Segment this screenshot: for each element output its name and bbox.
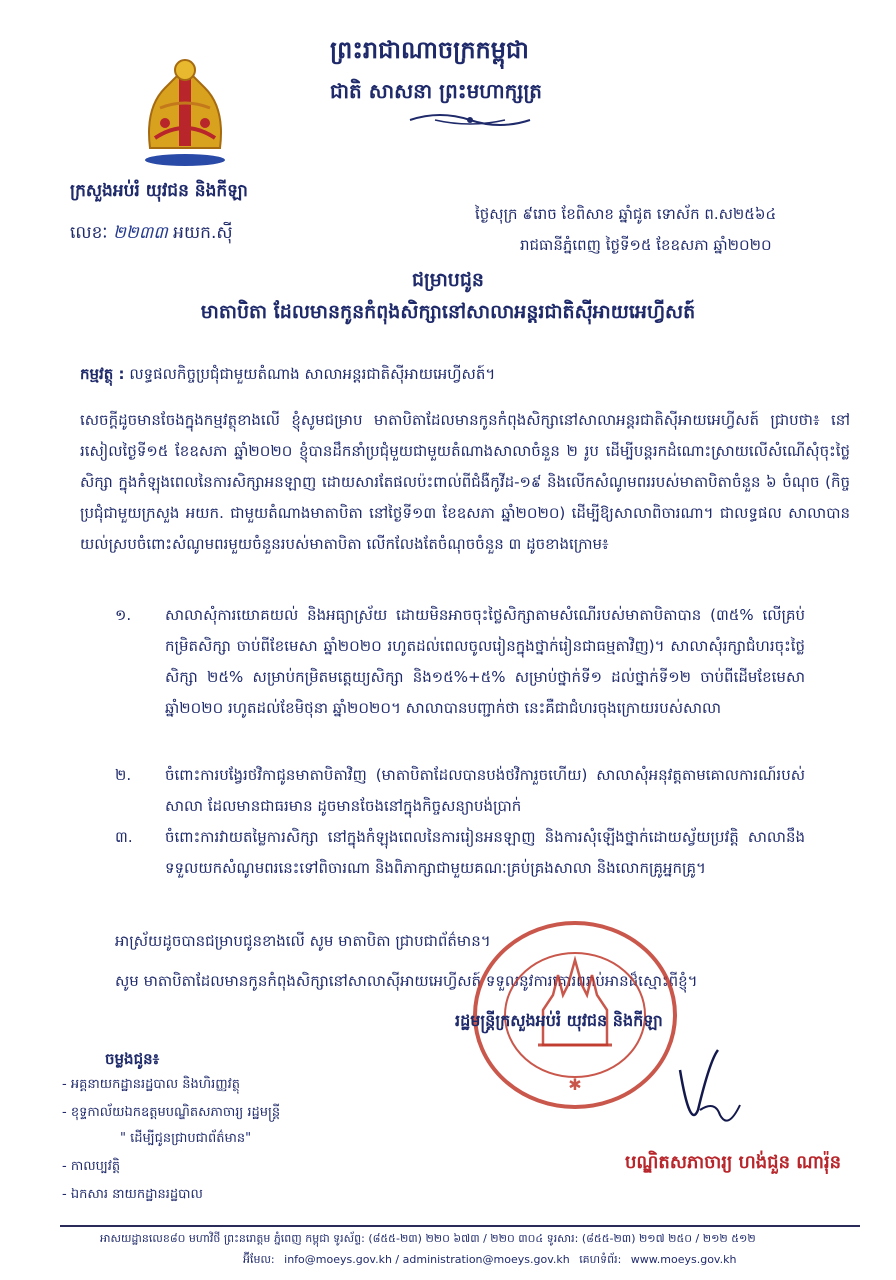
reference-label: លេខៈ [70,223,108,243]
list-item-number: ២. [115,766,132,784]
cc-item: - ឯកសារ នាយកដ្ឋានរដ្ឋបាល [62,1187,203,1202]
list-item [115,760,855,822]
reference-number [70,222,233,247]
list-item-text: សាលាសុំការយោគយល់ និងអធ្យាស្រ័យ ដោយមិនអាចចុះថ្លៃសិក្សាតាមសំណើរបស់មាតាបិតាបាន (៣៥% លើគ្រប់កម្រិតសិក្សា ចាប់ពីខែមេសា ឆ្នាំ២០២០ រហូតដល់ពេលចូលរៀនក្នុងថ្នាក់រៀនជាធម្មតាវិញ)។ សាលាសុំរក្សាជំហរចុះថ្លៃសិក្សា ២៥% សម្រាប់កម្រិតមត្តេយ្យសិក្សា និង១៥%+៥% សម្រាប់ថ្នាក់ទី១ ដល់ថ្នាក់ទី១២ ចាប់ពីដើមខែមេសា ឆ្នាំ២០២០ រហូតដល់ខែមិថុនា ឆ្នាំ២០២០។ សាលាបានបញ្ជាក់ថា នេះគឺជាជំហរចុងក្រោយរបស់សាលា [165,606,805,717]
list-item-text: ចំពោះការវាយតម្លៃការសិក្សា នៅក្នុងកំឡុងពេលនៃការរៀនអនឡាញ និងការសុំឡើងថ្នាក់ដោយស្វ័យប្រវត្តិ សាលានឹងទទួលយកសំណូមពរនេះទៅពិចារណា និងពិភាក្សាជាមួយគណៈគ្រប់គ្រងសាលា និងលោកគ្រូអ្នកគ្រូ។ [165,828,805,877]
body-paragraph: សេចក្តីដូចមានចែងក្នុងកម្មវត្ថុខាងលើ ខ្ញុំសូមជម្រាប មាតាបិតាដែលមានកូនកំពុងសិក្សានៅសាលាអន្តរជាតិស៊ីអាយអេហ្វីសត៍ ជ្រាបថា៖ នៅរសៀលថ្ងៃទី១៥ ខែឧសភា ឆ្នាំ២០២០ ខ្ញុំបានដឹកនាំប្រជុំមួយជាមួយតំណាងសាលាចំនួន ២ រូប ដើម្បីបន្តរកដំណោះស្រាយលើសំណើសុំចុះថ្លៃសិក្សា ក្នុងកំឡុងពេលនៃការសិក្សាអនឡាញ ដោយសារតែផលប៉ះពាល់ពីជំងឺកូវីដ-១៩ និងលើកសំណូមពររបស់មាតាបិតាចំនួន ៦ ចំណុច (កិច្ចប្រជុំជាមួយក្រសួង អយក. ជាមួយតំណាងមាតាបិតា នៅថ្ងៃទី១៣ ខែឧសភា ឆ្នាំ២០២០) ដើម្បីឱ្យសាលាពិចារណា។ ជាលទ្ធផល សាលាបានយល់ស្របចំពោះសំណូមពរមួយចំនួនរបស់មាតាបិតា លើកលែងតែចំណុចចំនួន ៣ ដូចខាងក្រោម៖ [80,411,850,553]
email-label: អ៊ីមែល: [243,1253,275,1266]
email-link[interactable]: info@moeys.gov.kh / administration@moeys.gov.kh [284,1253,570,1266]
national-motto: ជាតិ សាសនា ព្រះមហាក្សត្រ [330,79,542,103]
footer-divider [60,1225,860,1227]
list-item-number: ១. [115,606,132,624]
svg-text:✱: ✱ [568,1075,582,1094]
kingdom-title: ព្រះរាជាណាចក្រកម្ពុជា [330,36,529,64]
handwritten-signature [670,1040,750,1140]
cc-item: - ខុទ្ទកាល័យឯកឧត្តមបណ្ឌិតសភាចារ្យ រដ្ឋមន្ត្រី [62,1105,281,1120]
website-link[interactable]: www.moeys.gov.kh [630,1253,737,1266]
website-label: គេហទំព័រ: [579,1253,622,1266]
royal-emblem-logo [135,48,235,168]
subject-label: កម្មវត្ថុ : [80,365,125,383]
reference-suffix: អយក.ស៊ី [173,223,233,243]
footer-contact [243,1253,742,1269]
notice-heading: ជម្រាបជូន [412,269,484,291]
ministry-name: ក្រសួងអប់រំ យុវជន និងកីឡា [70,181,248,201]
closing-line-1: អាស្រ័យដូចបានជម្រាបជូនខាងលើ សូម មាតាបិតា ជ្រាបជាព័ត៌មាន។ [115,932,491,950]
closing-line-2: សូម មាតាបិតាដែលមានកូនកំពុងសិក្សានៅសាលាស៊ីអាយអេហ្វីសត៍ ទទួលនូវការគោរពរាប់អានដ៏ស្មោះពីខ្ញុំ។ [115,972,698,990]
list-item-number: ៣. [115,828,133,846]
signer-title: រដ្ឋមន្ត្រីក្រសួងអប់រំ យុវជន និងកីឡា [455,1011,663,1030]
signer-name: បណ្ឌិតសភាចារ្យ ហង់ជួន ណារ៉ុន [625,1152,842,1173]
footer-address: អាសយដ្ឋានលេខ៨០ មហាវិថី ព្រះនរោត្តម ភ្នំពេញ កម្ពុជា ទូរស័ព្ទ: (៨៥៥-២៣) ២២០ ៦៧៣ / ២២០ ៣០៤ ទូរសារ: (៨៥៥-២៣) ២១៧ ២៥០ / ២១២ ៥១២ [100,1232,756,1245]
notice-recipient: មាតាបិតា ដែលមានកូនកំពុងសិក្សានៅសាលាអន្តរជាតិស៊ីអាយអេហ្វីសត៍ [200,301,696,323]
cc-heading: ចម្លងជូន៖ [105,1050,160,1068]
subject-line [80,365,495,387]
subject-text: លទ្ធផលកិច្ចប្រជុំជាមួយតំណាង សាលាអន្តរជាតិស៊ីអាយអេហ្វីសត៍។ [129,365,496,383]
reference-handwritten-number: ២២៣៣ [112,223,168,243]
solar-date: រាជធានីភ្នំពេញ ថ្ងៃទី១៥ ខែឧសភា ឆ្នាំ២០២០ [520,236,772,254]
cc-item: - កាលប្បវត្តិ [62,1159,121,1174]
cc-item: - អគ្គនាយកដ្ឋានរដ្ឋបាល និងហិរញ្ញវត្ថុ [62,1077,240,1092]
lunar-date: ថ្ងៃសុក្រ ៩រោច ខែពិសាខ ឆ្នាំជូត ទោស័ក ព.ស២៥៦៤ [475,205,777,223]
list-item-text: ចំពោះការបង្វែរថវិកាជូនមាតាបិតាវិញ (មាតាបិតាដែលបានបង់ថវិការួចហើយ) សាលាសុំអនុវត្តតាមគោលការណ៍របស់សាលា ដែលមានជាធរមាន ដូចមានចែងនៅក្នុងកិច្ចសន្យាបង់ប្រាក់ [165,766,805,815]
ornament-divider [405,110,535,130]
list-item [115,600,855,750]
list-item [115,822,855,922]
cc-item: " ដើម្បីជូនជ្រាបជាព័ត៌មាន" [120,1131,252,1146]
